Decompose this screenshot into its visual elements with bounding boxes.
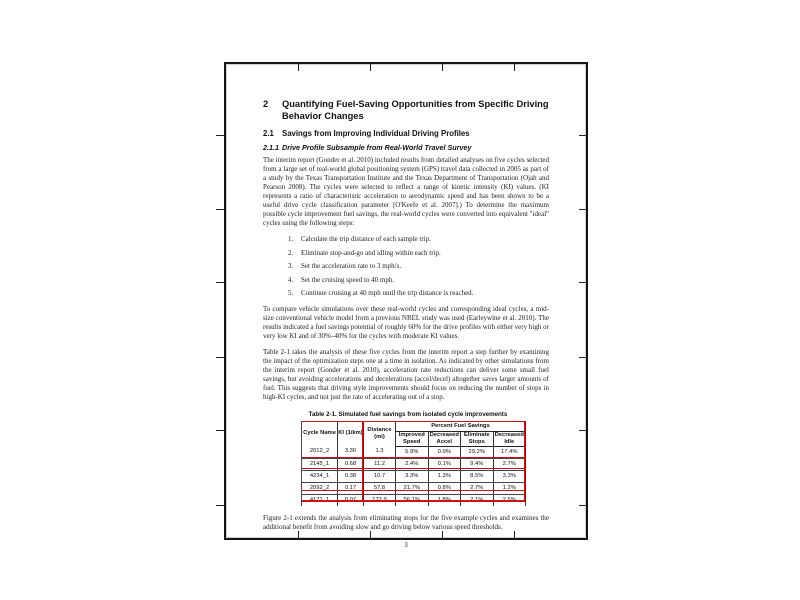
table-row [302, 482, 526, 494]
cell-cycle-name: 4171_1 [302, 494, 338, 506]
list-item [263, 289, 549, 298]
list-item [263, 262, 549, 271]
cell-eliminate-stops: 8.5% [461, 470, 494, 482]
cell-distance: 1.3 [364, 446, 396, 458]
col-header-eliminate-stops: Eliminate Stops [461, 431, 494, 446]
cell-improved-speed: 21.7% [396, 482, 429, 494]
cell-improved-speed: 2.4% [396, 458, 429, 470]
col-header-decreased-accel: Decreased Accel [429, 432, 459, 445]
cell-ki: 0.38 [338, 470, 364, 482]
cell-cycle-name: 2092_2 [302, 482, 338, 494]
cell-ki: 0.07 [338, 494, 364, 506]
cell-eliminate-stops: 29.2% [461, 446, 494, 458]
col-header-percent-fuel-savings: Percent Fuel Savings [396, 421, 526, 431]
col-header-cycle-name: Cycle Name [302, 421, 338, 446]
list-item [263, 249, 549, 258]
page-content [226, 64, 586, 549]
col-header-decreased-idle: Decreased Idle [494, 432, 524, 445]
table-row [302, 446, 526, 458]
section-number: 2 [263, 99, 269, 109]
subsubsection-title: Drive Profile Subsample from Real-World Travel Survey [282, 143, 472, 152]
subsubsection-heading [263, 143, 549, 152]
cell-improved-speed: 5.9% [396, 446, 429, 458]
list-item-text: Eliminate stop-and-go and idling within each trip. [301, 248, 441, 257]
cell-ki: 3.30 [338, 446, 364, 458]
cell-decreased-idle: 2.5% [493, 494, 526, 506]
table-caption: Table 2-1. Simulated fuel savings from isolated cycle improvements [308, 411, 508, 418]
list-item-number: 4. [288, 275, 294, 284]
list-item [263, 235, 549, 244]
col-header-ki: KI (1/km) [338, 421, 364, 446]
ideal-cycle-steps-list [263, 235, 549, 298]
list-item-text: Set the acceleration rate to 3 mph/s. [301, 262, 402, 270]
list-item [263, 276, 549, 285]
list-item-number: 3. [288, 262, 294, 270]
section-heading [263, 98, 549, 122]
cell-distance: 57.8 [364, 482, 396, 494]
fuel-savings-table-wrapper [301, 421, 525, 506]
table-row [302, 470, 526, 482]
cell-decreased-idle: 17.4% [493, 446, 526, 458]
cell-decreased-accel: 0.9% [428, 446, 461, 458]
cell-distance: 172.9 [364, 494, 396, 506]
cell-decreased-accel: 0.1% [428, 458, 461, 470]
cell-eliminate-stops: 9.4% [461, 458, 494, 470]
subsection-title: Savings from Improving Individual Driving Profiles [282, 129, 470, 138]
paragraph-intro: The interim report (Gonder et al. 2010) included results from detailed analyses on five cycles selected from a large set of real-world global positioning system (GPS) travel data collected in 2005 as part of a study by the Texas Transportation Institute and the Texas Department of Transportation (Ojah and Pearson 2008). The cycles were selected to reflect a range of kinetic intensity (KI) values. (KI represents a ratio of characteristic acceleration to aerodynamic speed and has been shown to be a useful drive cycle classification parameter [O'Keefe et al. 2007].) To determine the maximum possible cycle improvement fuel savings, the real-world cycles were converted into equivalent "ideal" cycles using the following steps: [263, 156, 549, 227]
list-item-number: 5. [288, 289, 294, 297]
section-title: Quantifying Fuel-Saving Opportunities from Specific Driving Behavior Changes [282, 99, 549, 121]
list-item-number: 1. [288, 235, 294, 243]
cell-eliminate-stops: 2.7% [461, 482, 494, 494]
subsubsection-number: 2.1.1 [263, 143, 279, 152]
cell-decreased-accel: 0.8% [428, 482, 461, 494]
document-page [224, 62, 588, 549]
list-item-text: Calculate the trip distance of each sample trip. [301, 235, 431, 243]
paragraph-simulation: To compare vehicle simulations over these real-world cycles and corresponding ideal cycles, a mid-size conventional vehicle model from a previous NREL study was used (Earleywine et al. 2010). The results indicated a fuel savings potential of roughly 60% for the drive profiles with either very high or very low KI and of 30%–40% for the cycles with moderate KI values. [263, 305, 549, 340]
fuel-savings-table [301, 421, 526, 506]
subsection-heading [263, 129, 549, 139]
list-item-text: Set the cruising speed to 40 mph. [301, 275, 395, 284]
cell-improved-speed: 56.1% [396, 494, 429, 506]
cell-ki: 0.68 [338, 458, 364, 470]
cell-eliminate-stops: 2.1% [461, 494, 494, 506]
cell-cycle-name: 2012_2 [302, 446, 338, 458]
cell-decreased-accel: 1.8% [428, 494, 461, 506]
col-header-distance: Distance (mi) [364, 421, 396, 446]
page-number: 3 [404, 540, 408, 549]
table-row [302, 458, 526, 470]
cell-ki: 0.17 [338, 482, 364, 494]
table-row [302, 494, 526, 506]
paragraph-figure-reference: Figure 2-1 extends the analysis from eliminating stops for the five example cycles and examines the additional benefit from avoiding slow and go driving below various speed thresholds. [263, 513, 549, 531]
cell-distance: 11.2 [364, 458, 396, 470]
subsection-number: 2.1 [263, 129, 274, 138]
list-item-text: Continue cruising at 40 mph until the trip distance is reached. [301, 289, 474, 297]
list-item-number: 2. [288, 248, 294, 257]
cell-improved-speed: 3.3% [396, 470, 429, 482]
cell-cycle-name: 2145_1 [302, 458, 338, 470]
paragraph-table-analysis: Table 2-1 takes the analysis of these five cycles from the interim report a step further by examining the impact of the optimization steps one at a time in isolation. As indicated by other simulations from the interim report (Gonder et al. 2010), acceleration rate reductions can deliver some small fuel savings, but avoiding accelerations and decelerations (accel/decel) altogether saves larger amounts of fuel. This suggests that driving style improvements should focus on reducing the number of stops in high-KI cycles, and not just the rate of accelerating out of a stop. [263, 348, 549, 401]
table-header-row-span [302, 421, 526, 431]
cell-decreased-idle: 2.7% [493, 458, 526, 470]
col-header-improved-speed: Improved Speed [396, 431, 429, 446]
cell-decreased-idle: 3.3% [493, 470, 526, 482]
cell-decreased-accel: 1.3% [428, 470, 461, 482]
cell-distance: 10.7 [364, 470, 396, 482]
cell-decreased-idle: 1.2% [493, 482, 526, 494]
cell-cycle-name: 4234_1 [302, 470, 338, 482]
